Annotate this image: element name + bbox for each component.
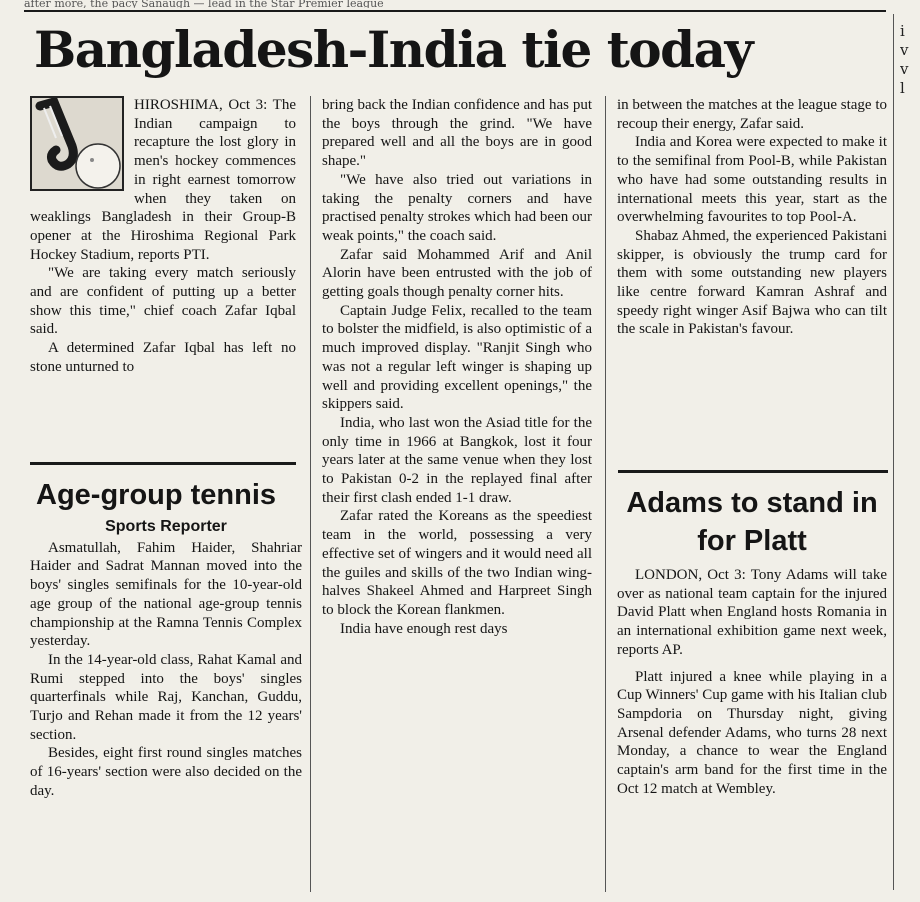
- main-paragraph: Zafar rated the Koreans as the speediest team in the world, possessing a very effective set of wingers and it would need all the guiles and skills of the two Indian wing-halves Shakeel Ahmed and Harpreet Singh to block the Korean flankmen.: [322, 508, 592, 618]
- hockey-logo-icon: [30, 96, 124, 191]
- main-paragraph: in between the matches at the league stage to recoup their energy, Zafar said.: [617, 97, 887, 132]
- adams-article: [617, 484, 887, 798]
- column-rule-2: [605, 96, 606, 892]
- column-rule-1: [310, 96, 311, 892]
- main-article-column-2: [322, 96, 592, 638]
- tennis-headline: Age-group tennis: [36, 479, 277, 511]
- edge-letter: i: [900, 22, 905, 40]
- main-paragraph: HIROSHIMA, Oct 3: The Indian campaign to recapture the lost glory in men's hockey commences in right earnest tomorrow when they taken on weaklings Bangladesh in their Group-B opener at the Hiroshima Regional Park Hockey Stadium, reports PTI.: [30, 97, 296, 263]
- tennis-paragraph: Asmatullah, Fahim Haider, Shahriar Haider and Sadrat Mannan moved into the boys' singles semifinals for the 10-year-old age group of the national age-group tennis championship at the Ramna Tennis Complex yesterday.: [30, 539, 302, 650]
- top-rule: [24, 10, 886, 12]
- main-paragraph: Captain Judge Felix, recalled to the team to bolster the midfield, is also optimistic of a much improved display. "Ranjit Singh who was not a regular left winger is shaping up well and providing excellent openings," the skippers said.: [322, 302, 592, 413]
- edge-letter: l: [900, 79, 905, 97]
- main-article-column-1: [30, 96, 296, 377]
- right-border-rule: [893, 14, 894, 890]
- main-paragraph: India and Korea were expected to make it to the semifinal from Pool-B, while Pakistan who have had some outstanding results in international meets this year, start as the overwhelming favourites to top Pool-A.: [617, 134, 887, 226]
- adams-headline: Adams to stand in for Platt: [626, 487, 878, 557]
- main-article-column-3: [617, 96, 887, 339]
- tennis-byline: Sports Reporter: [105, 518, 227, 535]
- main-headline: Bangladesh-India tie today: [34, 20, 753, 79]
- main-paragraph: Zafar said Mohammed Arif and Anil Alorin have been entrusted with the job of getting goals though penalty corner hits.: [322, 246, 592, 301]
- tennis-article: [30, 478, 302, 801]
- edge-letter: v: [900, 60, 909, 78]
- main-paragraph: India have enough rest days: [340, 620, 508, 637]
- adjacent-page-fragment: [900, 22, 920, 98]
- edge-letter: v: [900, 41, 909, 59]
- main-paragraph: Shabaz Ahmed, the experienced Pakistani skipper, is obviously the trump card for them with some outstanding new players like centre forward Kamran Ashraf and speedy right winger Asif Bajwa who can tilt the scale in Pakistan's favour.: [617, 227, 887, 338]
- main-paragraph: bring back the Indian confidence and has put the boys through the grind. "We have prepared well and all the boys are in good shape.": [322, 97, 592, 170]
- adams-paragraph: Platt injured a knee while playing in a Cup Winners' Cup game with his Italian club Sampdoria on Thursday night, giving Arsenal defender Adams, who turns 28 next Monday, a chance to wear the England captain's arm band for the first time in the Oct 12 match at Wembley.: [617, 668, 887, 797]
- main-paragraph: "We are taking every match seriously and are confident of putting up a better show this time," chief coach Zafar Iqbal said.: [30, 265, 296, 338]
- tennis-paragraph: Besides, eight first round singles matches of 16-years' section were also decided on the day.: [30, 745, 302, 799]
- previous-article-fragment: after more, the pacy Sanaugh — lead in the Star Premier league: [24, 0, 384, 8]
- section-rule-left: [30, 462, 296, 465]
- main-paragraph: A determined Zafar Iqbal has left no stone unturned to: [30, 340, 296, 375]
- section-rule-right: [618, 470, 888, 473]
- tennis-paragraph: In the 14-year-old class, Rahat Kamal and Rumi stepped into the boys' singles quarterfinals while Raj, Kanchan, Guddu, Turjo and Rehan made it from the 12 years' section.: [30, 651, 302, 743]
- main-paragraph: "We have also tried out variations in taking the penalty corners and have practised penalty strokes which had been our weak points," the coach said.: [322, 171, 592, 244]
- adams-paragraph: LONDON, Oct 3: Tony Adams will take over as national team captain for the injured David Platt when England hosts Romania in an international exhibition game next week, reports AP.: [617, 567, 887, 658]
- main-paragraph: India, who last won the Asiad title for the only time in 1966 at Bangkok, lost it four years later at the same venue when they lost to Pakistan 0-2 in the replayed final after their first clash ended 1-1 draw.: [322, 414, 592, 506]
